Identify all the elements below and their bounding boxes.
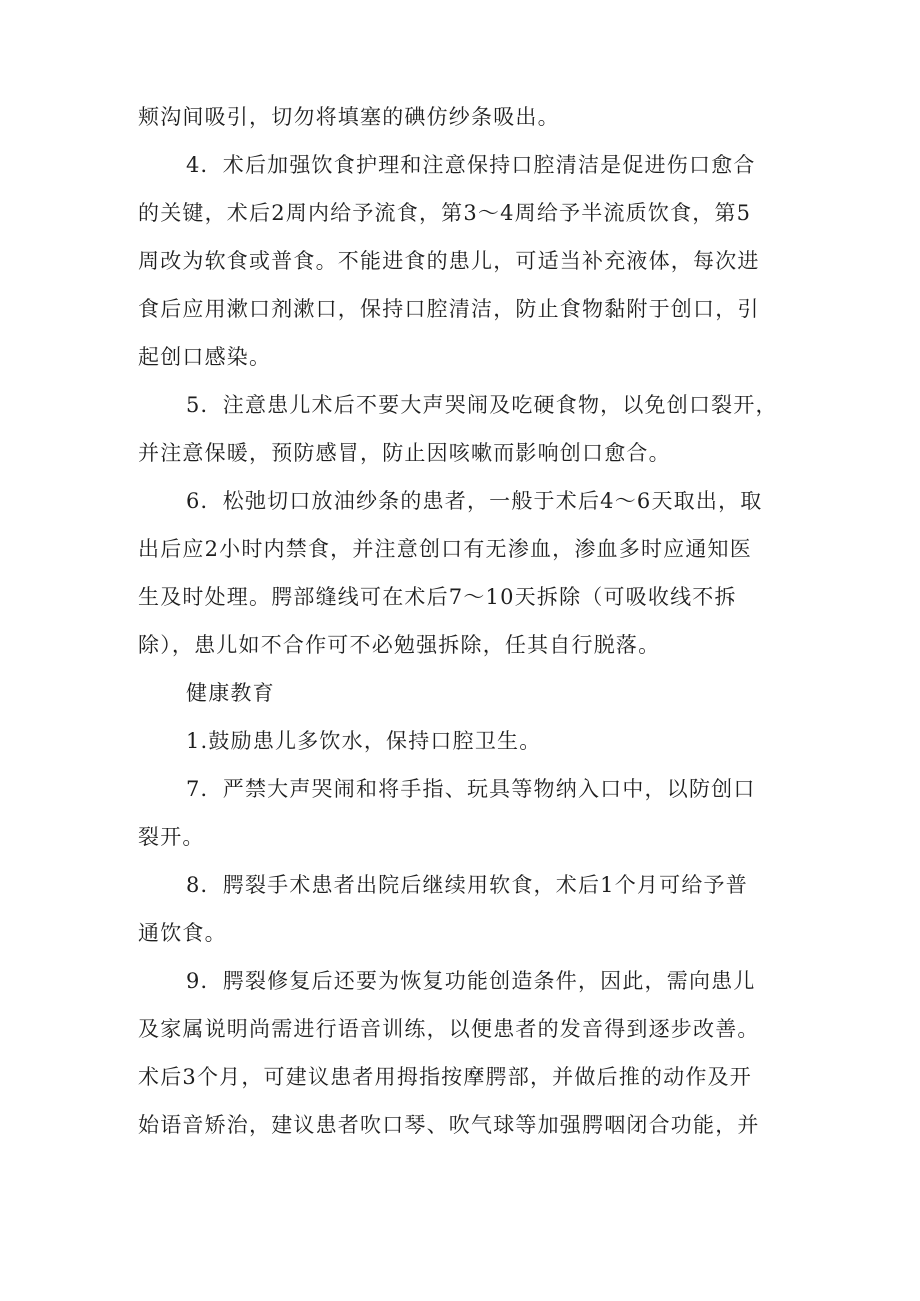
text-line: 6．松弛切口放油纱条的患者，一般于术后4～6天取出，取 <box>186 489 763 513</box>
text-line: 9．腭裂修复后还要为恢复功能创造条件，因此，需向患儿 <box>186 969 756 993</box>
text-line: 1.鼓励患儿多饮水，保持口腔卫生。 <box>186 729 542 753</box>
section-heading: 健康教育 <box>186 681 275 705</box>
text-line: 的关键，术后2周内给予流食，第3～4周给予半流质饮食，第5 <box>138 201 752 225</box>
text-line: 并注意保暖，预防感冒，防止因咳嗽而影响创口愈合。 <box>138 441 671 465</box>
text-line: 生及时处理。腭部缝线可在术后7～10天拆除（可吸收线不拆 <box>138 585 737 609</box>
text-line: 起创口感染。 <box>138 345 272 369</box>
text-line: 出后应2小时内禁食，并注意创口有无渗血，渗血多时应通知医 <box>138 537 752 561</box>
text-line: 8．腭裂手术患者出院后继续用软食，术后1个月可给予普 <box>186 873 748 897</box>
text-line: 通饮食。 <box>138 921 227 945</box>
text-line: 术后3个月，可建议患者用拇指按摩腭部，并做后推的动作及开 <box>138 1065 752 1089</box>
text-line: 4．术后加强饮食护理和注意保持口腔清洁是促进伤口愈合 <box>186 153 756 177</box>
text-line: 始语音矫治，建议患者吹口琴、吹气球等加强腭咽闭合功能，并 <box>138 1113 760 1137</box>
text-line: 裂开。 <box>138 825 205 849</box>
text-line: 5．注意患儿术后不要大声哭闹及吃硬食物，以免创口裂开， <box>186 393 778 417</box>
text-line: 食后应用漱口剂漱口，保持口腔清洁，防止食物黏附于创口，引 <box>138 297 760 321</box>
text-line: 7．严禁大声哭闹和将手指、玩具等物纳入口中，以防创口 <box>186 777 756 801</box>
text-line: 及家属说明尚需进行语音训练，以便患者的发音得到逐步改善。 <box>138 1017 760 1041</box>
text-line: 颊沟间吸引，切勿将填塞的碘仿纱条吸出。 <box>138 105 560 129</box>
text-line: 周改为软食或普食。不能进食的患儿，可适当补充液体，每次进 <box>138 249 760 273</box>
text-line: 除），患儿如不合作可不必勉强拆除，任其自行脱落。 <box>138 633 661 657</box>
